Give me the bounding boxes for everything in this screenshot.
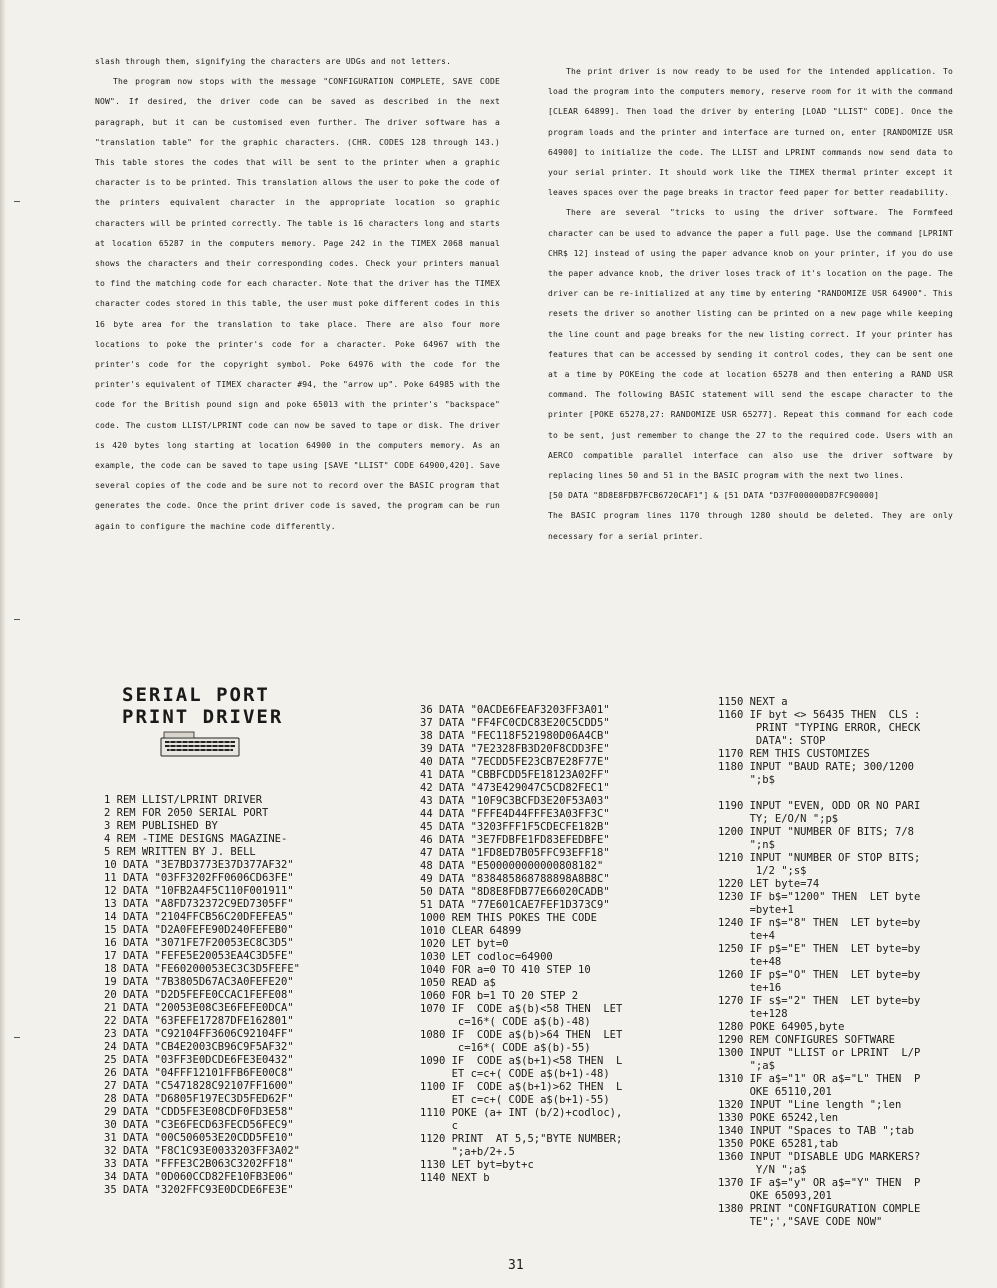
listing-line: 47 DATA "1FD8ED7B05FFC93EFF18" [420,847,610,859]
listing-line: 1100 IF CODE a$(b+1)>62 THEN L [420,1081,623,1093]
computer-keyboard-icon [160,730,240,758]
right-column-paragraph: There are several "tricks to using the driver software. The Formfeed character can be used to advance the paper a full page. Use the command [LPRINT CHR$ 12] instead of using the paper advance knob on your printer, if you do use the paper advance knob, the driver loses track of it's location on the page. The driver can be re-initialized at any time by entering "RANDOMIZE USR 64900". This resets the driver so another listing can be printed on a new page while keeping the line count and page breaks for the new listing correct. If your printer has features that can be accessed by sending it control codes, they can be sent one at a time by POKEing the code at location 65278 and then entering a RAND USR command. The following BASIC statement will send the escape character to the printer [POKE 65278,27: RANDOMIZE USR 65277]. Repeat this command for each code to be sent, just remember to change the 27 to the required code. Users with an AERCO compatible parallel interface can also use the driver software by replacing lines 50 and 51 in the BASIC program with the next two lines. [548,208,953,481]
listing-line: 1140 NEXT b [420,1172,490,1184]
listing-line: 27 DATA "C5471828C92107FF1600" [104,1080,294,1092]
right-column-paragraph: [50 DATA "8D8E8FDB7FCB6720CAF1"] & [51 DATA "D37F000000D87FC90000] [548,491,880,501]
listing-line: 17 DATA "FEFE5E20053EA4C3D5FE" [104,950,294,962]
listing-line: 10 DATA "3E7BD3773E37D377AF32" [104,859,294,871]
listing-line: ET c=c+( CODE a$(b+1)-48) [420,1068,610,1080]
listing-line: 1070 IF CODE a$(b)<58 THEN LET [420,1003,623,1015]
left-column-paragraph: slash through them, signifying the characters are UDGs and not letters. [95,57,452,66]
listing-line: 42 DATA "473E429047C5CD82FEC1" [420,782,610,794]
listing-line: 36 DATA "0ACDE6FEAF3203FF3A01" [420,704,610,716]
listing-line: 4 REM -TIME DESIGNS MAGAZINE- [104,833,288,845]
listing-line: 1170 REM THIS CUSTOMIZES [718,748,870,760]
listing-line [718,787,993,800]
listing-line: 1120 PRINT AT 5,5;"BYTE NUMBER; [420,1133,623,1145]
listing-line: 28 DATA "D6805F197EC3D5FED62F" [104,1093,294,1105]
listing-line: 1340 INPUT "Spaces to TAB ";tab [718,1125,914,1137]
listing-line: c [420,1120,458,1132]
listing-line: 1220 LET byte=74 [718,878,820,890]
listing-line: te+4 [718,930,775,942]
listing-line: 1090 IF CODE a$(b+1)<58 THEN L [420,1055,623,1067]
binder-hole-mark [14,1037,20,1038]
listing-line: te+16 [718,982,782,994]
binder-hole-mark [14,619,20,620]
page-number: 31 [508,1258,524,1273]
listing-line: 1250 IF p$="E" THEN LET byte=by [718,943,921,955]
listing-line: 45 DATA "3203FFF1F5CDECFE182B" [420,821,610,833]
listing-line: 1160 IF byt <> 56435 THEN CLS : [718,709,921,721]
listing-line: 1320 INPUT "Line length ";len [718,1099,902,1111]
listing-line: 44 DATA "FFFE4D44FFFE3A03FF3C" [420,808,610,820]
article-left-column [95,52,500,537]
left-column-paragraph: The program now stops with the message "CONFIGURATION COMPLETE, SAVE CODE NOW". If desired, the driver code can be saved as described in the next paragraph, but it can be customised even further. The driver software has a "translation table" for the graphic characters. (CHR. CODES 128 through 143.) This table stores the codes that will be sent to the printer when a graphic character is to be printed. This translation allows the user to poke the code of the printers equivalent character in the appropriate location so graphic characters will be printed correctly. The table is 16 characters long and starts at location 65287 in the computers memory. Page 242 in the TIMEX 2068 manual shows the characters and their corresponding codes. Check your printers manual to find the matching code for each character. Note that the driver has the TIMEX character codes stored in this table, the user must poke different codes in this 16 byte area for the translation to take place. There are also four more locations to poke the printer's code for a character. Poke 64967 with the printer's code for the copyright symbol. Poke 64976 with the code for the printer's equivalent of TIMEX character #94, the "arrow up". Poke 64985 with the code for the British pound sign and poke 65013 with the printer's "backspace" code. The custom LLIST/LPRINT code can now be saved to tape or disk. The driver is 420 bytes long starting at location 64900 in the computers memory. As an example, the code can be saved to tape using [SAVE "LLIST" CODE 64900,420]. Save several copies of the code and be sure not to record over the BASIC program that generates the code. Once the print driver code is saved, the program can be run again to configure the machine code differently. [95,77,500,531]
listing-line: 32 DATA "F8C1C93E0033203FF3A02" [104,1145,300,1157]
article-right-column [548,62,953,547]
listing-line: 1270 IF s$="2" THEN LET byte=by [718,995,921,1007]
listing-line: 1300 INPUT "LLIST or LPRINT L/P [718,1047,921,1059]
listing-line: =byte+1 [718,904,794,916]
listing-line: te+48 [718,956,782,968]
listing-line: OKE 65093,201 [718,1190,832,1202]
listing-line: 43 DATA "10F9C3BCFD3E20F53A03" [420,795,610,807]
listing-line: c=16*( CODE a$(b)-55) [420,1042,591,1054]
listing-line: ";a$ [718,1060,775,1072]
listing-line: 40 DATA "7ECDD5FE23CB7E28F77E" [420,756,610,768]
listing-line: 11 DATA "03FF3202FF0606CD63FE" [104,872,294,884]
listing-line: 1290 REM CONFIGURES SOFTWARE [718,1034,896,1046]
listing-line: 21 DATA "20053E08C3E6FEFE0DCA" [104,1002,294,1014]
listing-line: 1150 NEXT a [718,696,788,708]
listing-line: 1230 IF b$="1200" THEN LET byte [718,891,921,903]
listing-line: 38 DATA "FEC118F521980D06A4CB" [420,730,610,742]
listing-line: ";b$ [718,774,775,786]
listing-line: c=16*( CODE a$(b)-48) [420,1016,591,1028]
listing-line: 1/2 ";s$ [718,865,807,877]
listing-line: 1180 INPUT "BAUD RATE; 300/1200 [718,761,914,773]
basic-listing-column-3 [718,696,993,1229]
listing-line: 35 DATA "3202FFC93E0DCDE6FE3E" [104,1184,294,1196]
listing-line: 1210 INPUT "NUMBER OF STOP BITS; [718,852,921,864]
listing-line: 19 DATA "7B3805D67AC3A0FEFE20" [104,976,294,988]
listing-line: 5 REM WRITTEN BY J. BELL [104,846,256,858]
listing-line: 1380 PRINT "CONFIGURATION COMPLE [718,1203,921,1215]
listing-line: 31 DATA "00C506053E20CDD5FE10" [104,1132,294,1144]
listing-line: 1130 LET byt=byt+c [420,1159,534,1171]
listing-line: 39 DATA "7E2328FB3D20F8CDD3FE" [420,743,610,755]
listing-line: 1190 INPUT "EVEN, ODD OR NO PARI [718,800,921,812]
listing-line: 18 DATA "FE60200053EC3C3D5FEFE" [104,963,300,975]
listing-line: 1370 IF a$="y" OR a$="Y" THEN P [718,1177,921,1189]
listing-line: 22 DATA "63FEFE17287DFE162801" [104,1015,294,1027]
listing-line: 20 DATA "D2D5FEFE0CCAC1FEFE08" [104,989,294,1001]
listing-line: ";n$ [718,839,775,851]
listing-line: 1 REM LLIST/LPRINT DRIVER [104,794,263,806]
listing-line: 1280 POKE 64905,byte [718,1021,845,1033]
listing-line: 1030 LET codloc=64900 [420,951,553,963]
listing-line: 48 DATA "E500000000000808182" [420,860,604,872]
listing-title-line-1: SERIAL PORT [122,684,270,706]
listing-line: 13 DATA "A8FD732372C9ED7305FF" [104,898,294,910]
listing-line: 1010 CLEAR 64899 [420,925,522,937]
listing-title-line-2: PRINT DRIVER [122,706,284,728]
listing-line: 1330 POKE 65242,len [718,1112,839,1124]
listing-line: ET c=c+( CODE a$(b+1)-55) [420,1094,610,1106]
listing-line: 1350 POKE 65281,tab [718,1138,839,1150]
listing-line: 1310 IF a$="1" OR a$="L" THEN P [718,1073,921,1085]
listing-line: 12 DATA "10FB2A4F5C110F001911" [104,885,294,897]
listing-line: 37 DATA "FF4FC0CDC83E20C5CDD5" [420,717,610,729]
listing-line: 25 DATA "03FF3E0DCDE6FE3E0432" [104,1054,294,1066]
listing-line: DATA": STOP [718,735,826,747]
listing-line: 33 DATA "FFFE3C2B063C3202FF18" [104,1158,294,1170]
listing-line: 14 DATA "2104FFCB56C20DFEFEA5" [104,911,294,923]
listing-line: 51 DATA "77E601CAE7FEF1D373C9" [420,899,610,911]
listing-line: 46 DATA "3E7FDBFE1FD83EFEDBFE" [420,834,610,846]
listing-line: ";a+b/2+.5 [420,1146,515,1158]
binder-hole-mark [14,201,20,202]
listing-line: PRINT "TYPING ERROR, CHECK [718,722,921,734]
listing-line: 3 REM PUBLISHED BY [104,820,218,832]
listing-line: 1240 IF n$="8" THEN LET byte=by [718,917,921,929]
right-column-paragraph: The print driver is now ready to be used for the intended application. To load the program into the computers memory, reserve room for it with the command [CLEAR 64899]. Then load the driver by entering [LOAD "LLIST" CODE]. Once the program loads and the printer and interface are turned on, enter [RANDOMIZE USR 64900] to initialize the code. The LLIST and LPRINT commands now send data to your serial printer. It should work like the TIMEX thermal printer except it leaves spaces over the page breaks in tractor feed paper for better readability. [548,67,953,198]
listing-line: 1000 REM THIS POKES THE CODE [420,912,598,924]
listing-line: 15 DATA "D2A0FEFE90D240FEFEB0" [104,924,294,936]
listing-line: OKE 65110,201 [718,1086,832,1098]
listing-line: TY; E/O/N ";p$ [718,813,839,825]
listing-line: 24 DATA "CB4E2003CB96C9F5AF32" [104,1041,294,1053]
basic-listing-column-2 [420,704,705,1185]
listing-line: 2 REM FOR 2050 SERIAL PORT [104,807,269,819]
listing-line: 26 DATA "04FFF12101FFB6FE00C8" [104,1067,294,1079]
listing-line: 1110 POKE (a+ INT (b/2)+codloc), [420,1107,623,1119]
page-edge-shadow [0,0,6,1288]
listing-line: 30 DATA "C3E6FECD63FECD56FEC9" [104,1119,294,1131]
right-column-paragraph: The BASIC program lines 1170 through 1280 should be deleted. They are only necessary for a serial printer. [548,511,953,541]
listing-line: 1050 READ a$ [420,977,496,989]
listing-line: 1360 INPUT "DISABLE UDG MARKERS? [718,1151,921,1163]
listing-line: te+128 [718,1008,788,1020]
basic-listing-column-1 [104,794,344,1197]
listing-line: 34 DATA "0D060CCD82FE10FB3E06" [104,1171,294,1183]
listing-title [122,684,302,728]
listing-line: 50 DATA "8D8E8FDB77E66020CADB" [420,886,610,898]
listing-line: TE";',"SAVE CODE NOW" [718,1216,883,1228]
listing-line: 29 DATA "CDD5FE3E08CDF0FD3E58" [104,1106,294,1118]
listing-line: 49 DATA "838485868788898A8B8C" [420,873,610,885]
listing-line: 1260 IF p$="O" THEN LET byte=by [718,969,921,981]
listing-line: 23 DATA "C92104FF3606C92104FF" [104,1028,294,1040]
listing-line: 1060 FOR b=1 TO 20 STEP 2 [420,990,579,1002]
listing-line: 1040 FOR a=0 TO 410 STEP 10 [420,964,591,976]
listing-line: Y/N ";a$ [718,1164,807,1176]
listing-line: 1080 IF CODE a$(b)>64 THEN LET [420,1029,623,1041]
listing-line: 16 DATA "3071FE7F20053EC8C3D5" [104,937,294,949]
listing-line: 1200 INPUT "NUMBER OF BITS; 7/8 [718,826,914,838]
listing-line: 41 DATA "CBBFCDD5FE18123A02FF" [420,769,610,781]
listing-line: 1020 LET byt=0 [420,938,509,950]
